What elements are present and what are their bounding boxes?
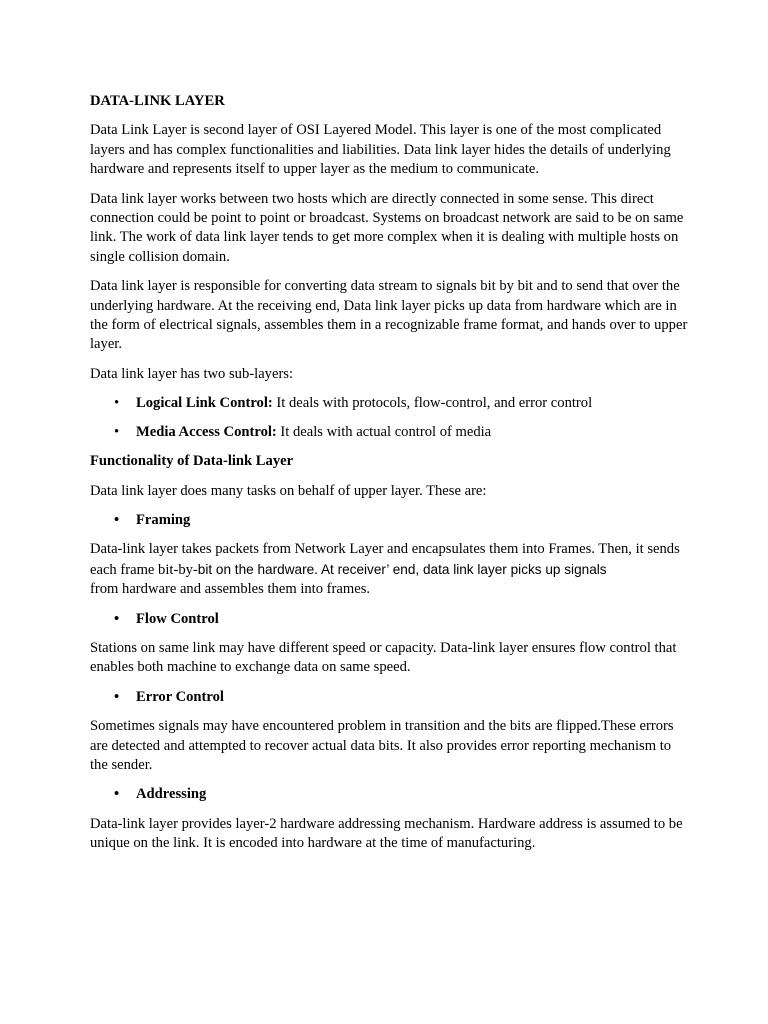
document-page: [90, 92, 690, 864]
list-item: [90, 688, 690, 707]
list-item: [90, 785, 690, 804]
function-heading-addressing: [90, 785, 690, 804]
sublayer-term: Logical Link Control:: [136, 395, 273, 412]
intro-paragraph-2: Data link layer works between two hosts which are directly connected in some sense. This direct connection could be point to point or broadcast. Systems on broadcast network are said to be on same link. The work of data link layer tends to get more complex when it is dealing with multiple hosts on single collision domain.: [90, 190, 684, 265]
function-description-addressing: Data-link layer provides layer-2 hardware addressing mechanism. Hardware address is assumed to be unique on the link. It is encoded into hardware at the time of manufacturing.: [90, 815, 683, 852]
function-heading-framing: [90, 511, 690, 530]
sublayer-desc: It deals with protocols, flow-control, and error control: [272, 395, 593, 412]
function-description-flow-control: Stations on same link may have different speed or capacity. Data-link layer ensures flow control that enables both machine to exchange data on same speed.: [90, 639, 677, 676]
sublayer-term: Media Access Control:: [136, 423, 277, 440]
sublayers-list: [90, 394, 690, 442]
list-item: [90, 394, 690, 413]
bullet-icon: •: [114, 688, 120, 705]
bullet-icon: •: [114, 395, 120, 412]
page-title: DATA-LINK LAYER: [90, 93, 225, 109]
sublayers-intro: Data link layer has two sub-layers:: [90, 365, 294, 382]
bullet-icon: •: [114, 610, 120, 627]
intro-paragraph-1: Data Link Layer is second layer of OSI Layered Model. This layer is one of the most complicated layers and has complex functionalities and liabilities. Data link layer hides the details of underlying hardware and represents itself to upper layer as the medium to communicate.: [90, 122, 671, 178]
function-name: Flow Control: [136, 610, 219, 627]
intro-paragraph-3: Data link layer is responsible for converting data stream to signals bit by bit and to send that over the underlying hardware. At the receiving end, Data link layer picks up data from hardware which are in the form of electrical signals, assembles them in a recognizable frame format, and hands over to upper layer.: [90, 278, 688, 353]
function-name: Framing: [136, 511, 191, 528]
sublayer-desc: It deals with actual control of media: [276, 423, 492, 440]
bullet-icon: •: [114, 423, 120, 440]
list-item: [90, 423, 690, 442]
function-name: Addressing: [136, 786, 207, 803]
functionality-intro: Data link layer does many tasks on behalf of upper layer. These are:: [90, 482, 487, 499]
list-item: [90, 511, 690, 530]
bullet-icon: •: [114, 786, 120, 803]
bullet-icon: •: [114, 511, 120, 528]
function-description-framing: Data-link layer takes packets from Network Layer and encapsulates them into Frames. Then, it sends each frame bit-by-bit on the hardware. At receiver’ end, data link layer picks up signals from hardware and assembles them into frames.: [90, 541, 680, 598]
section-heading-functionality: Functionality of Data-link Layer: [90, 453, 294, 470]
function-description-error-control: Sometimes signals may have encountered problem in transition and the bits are flipped.These errors are detected and attempted to recover actual data bits. It also provides error reporting mechanism to the sender.: [90, 718, 674, 773]
framing-tail: from hardware and assembles them into frames.: [90, 581, 371, 598]
function-heading-flow-control: [90, 610, 690, 629]
function-heading-error-control: [90, 688, 690, 707]
function-name: Error Control: [136, 688, 224, 705]
list-item: [90, 610, 690, 629]
